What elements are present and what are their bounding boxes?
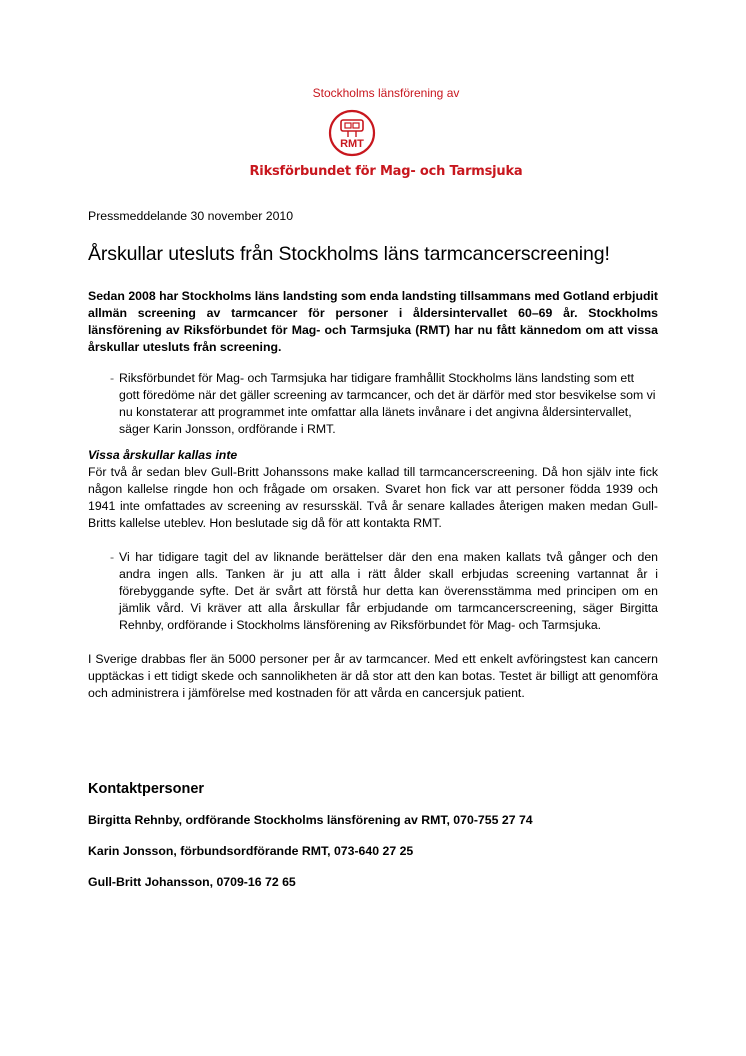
rmt-logo (0, 0, 746, 200)
lead-paragraph: Sedan 2008 har Stockholms läns landsting som enda landsting tillsammans med Gotland erbjudit allmän screening av tarmcancer för personer i åldersintervallet 60–69 år. Stockholms länsförening av Riksförbundet för Mag- och Tarmsjuka (RMT) har nu fått kännedom om att vissa årskullar utesluts från screening. (88, 289, 658, 354)
contact-item: Birgitta Rehnby, ordförande Stockholms länsförening av RMT, 070-755 27 74 (88, 813, 533, 827)
press-date: Pressmeddelande 30 november 2010 (88, 209, 294, 223)
quote-birgitta (88, 549, 658, 634)
quote-birgitta-text: Vi har tidigare tagit del av liknande berättelser där den ena maken kallats två gånger och den andra ingen alls. Tanken är ju att alla i rätt ålder skall erbjudas screening vartannat år i förebyggande syfte. Det är svårt att förstå hur detta kan överensstämma med principen om en jämlik vård. Vi kräver att alla årskullar får erbjudande om tarmcancerscreening, säger Birgitta Rehnby, ordförande i Stockholms länsförening av Riksförbundet för Mag- och Tarmsjuka. (119, 550, 658, 632)
contact-item: Karin Jonsson, förbundsordförande RMT, 073-640 27 25 (88, 844, 414, 858)
logo-top-text: Stockholms länsförening av (312, 86, 460, 100)
body-paragraph-1: För två år sedan blev Gull-Britt Johanssons make kallad till tarmcancerscreening. Då hon själv inte fick någon kallelse ringde hon och frågade om orsaken. Svaret hon fick var att personer födda 1939 och 1941 inte omfattades av screening av resursskäl. Två år senare kallades återigen maken medan Gull-Britts kallelse uteblev. Hon beslutade sig då för att kontakta RMT. (88, 465, 658, 530)
contacts-title: Kontaktpersoner (88, 781, 205, 797)
contact-item: Gull-Britt Johansson, 0709-16 72 65 (88, 875, 296, 889)
dash-bullet: - (110, 371, 115, 385)
body-paragraph-2: I Sverige drabbas fler än 5000 personer per år av tarmcancer. Med ett enkelt avföringstest kan cancern upptäckas i ett tidigt skede och sannolikheten är då stor att den kan botas. Testet är billigt att genomföra och administrera i jämförelse med kostnaden för att vårda en cancersjuk patient. (88, 652, 658, 700)
quote-karin-text: Riksförbundet för Mag- och Tarmsjuka har tidigare framhållit Stockholms läns landsting som ett gott föredöme när det gäller screening av tarmcancer, och det är därför med stor besvikelse som vi nu konstaterar att programmet inte omfattar alla länets invånare i det angivna åldersintervallet, säger Karin Jonsson, ordförande i RMT. (119, 371, 656, 436)
quote-karin (88, 370, 658, 438)
logo-emblem-text: RMT (340, 138, 364, 150)
subheading: Vissa årskullar kallas inte (88, 448, 238, 462)
dash-bullet: - (110, 550, 115, 564)
rmt-emblem-icon (326, 107, 378, 159)
logo-bottom-text: Riksförbundet för Mag- och Tarmsjuka (249, 164, 523, 179)
press-release (88, 208, 658, 905)
headline: Årskullar utesluts från Stockholms läns tarmcancerscreening! (88, 243, 610, 265)
